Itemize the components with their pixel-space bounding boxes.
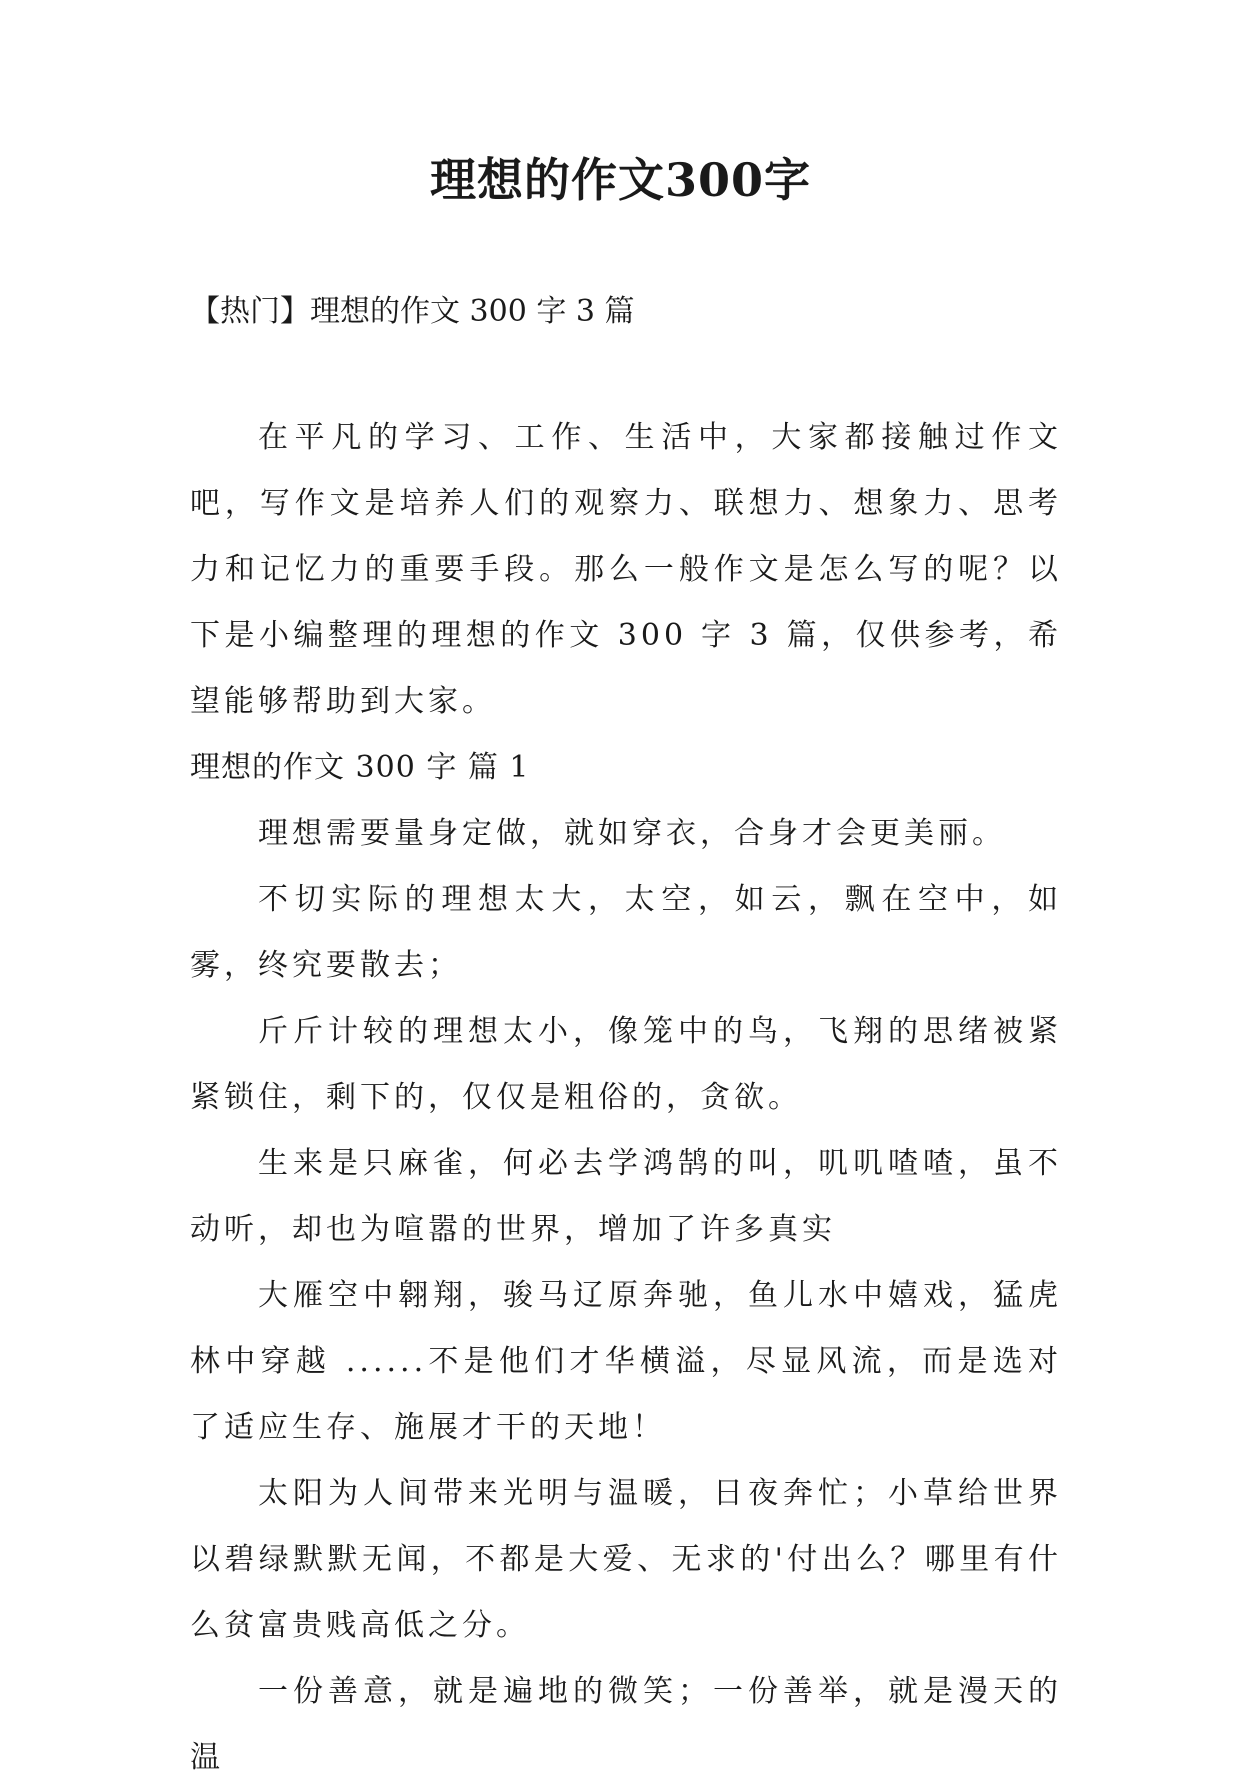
body-paragraph: 大雁空中翱翔，骏马辽原奔驰，鱼儿水中嬉戏，猛虎林中穿越 ......不是他们才华横溢，尽显风流，而是选对了适应生存、施展才干的天地！: [190, 1278, 1062, 1445]
section-heading: 理想的作文 300 字 篇 1: [190, 750, 530, 785]
document-title: 理想的作文300字: [429, 153, 812, 207]
body-paragraph: 不切实际的理想太大，太空，如云，飘在空中，如雾，终究要散去；: [190, 882, 1062, 983]
body-paragraph: 一份善意，就是遍地的微笑；一份善举，就是漫天的温: [190, 1674, 1062, 1775]
body-paragraph: 理想需要量身定做，就如穿衣，合身才会更美丽。: [258, 816, 1006, 851]
intro-paragraph: 在平凡的学习、工作、生活中，大家都接触过作文吧，写作文是培养人们的观察力、联想力、想象力、思考力和记忆力的重要手段。那么一般作文是怎么写的呢？以下是小编整理的理想的作文 300 字 3 篇，仅供参考，希望能够帮助到大家。: [190, 420, 1062, 719]
body-paragraph: 太阳为人间带来光明与温暖，日夜奔忙；小草给世界以碧绿默默无闻，不都是大爱、无求的'付出么？哪里有什么贫富贵贱高低之分。: [190, 1476, 1062, 1643]
body-paragraph: 斤斤计较的理想太小，像笼中的鸟，飞翔的思绪被紧紧锁住，剩下的，仅仅是粗俗的，贪欲。: [190, 1014, 1062, 1115]
body-paragraph: 生来是只麻雀，何必去学鸿鹄的叫，叽叽喳喳，虽不动听，却也为喧嚣的世界，增加了许多真实: [190, 1146, 1062, 1247]
document-body: [190, 405, 1062, 1791]
document-subtitle: 【热门】理想的作文 300 字 3 篇: [190, 294, 635, 329]
